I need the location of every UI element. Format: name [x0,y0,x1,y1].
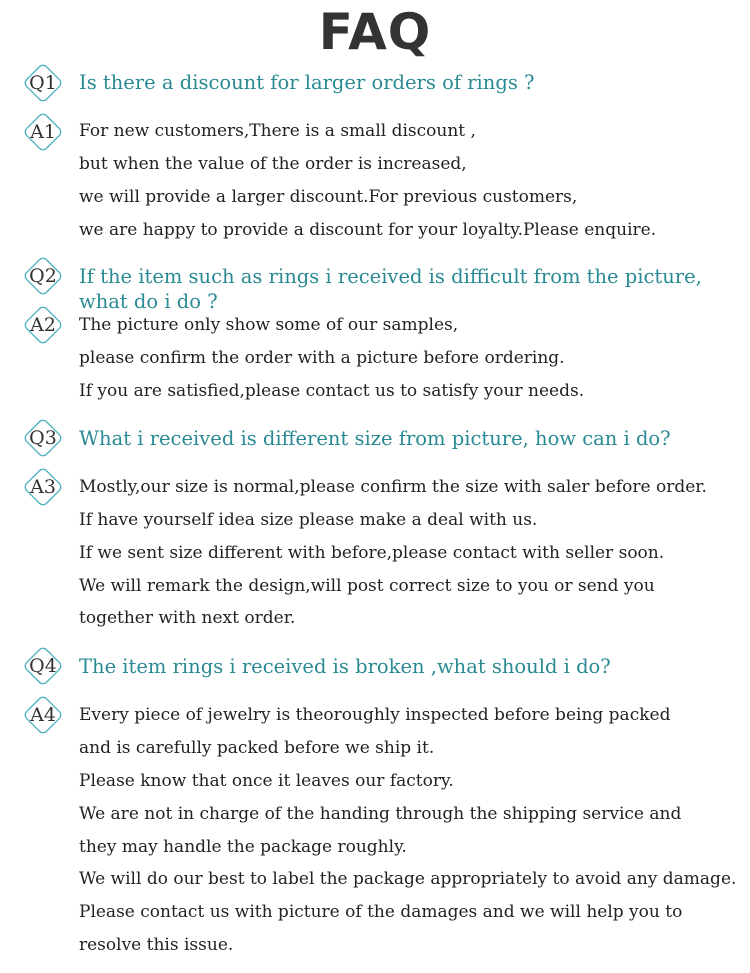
answer-line: If you are satisfied,please contact us to satisfy your needs. [79,381,585,401]
question-label: Q3 [29,427,57,449]
answer-badge [21,693,65,737]
answer-label: A4 [30,704,56,726]
question-text: what do i do ? [79,290,218,313]
answer-line: For new customers,There is a small discount , [79,121,476,141]
answer-label: A3 [30,476,56,498]
question-badge [21,254,65,298]
answer-line: The picture only show some of our samples, [79,315,459,335]
answer-badge [21,110,65,154]
page-title: FAQ [318,3,432,61]
question-text: If the item such as rings i received is difficult from the picture, [79,265,702,288]
answer-line: We will do our best to label the package appropriately to avoid any damage. [79,869,737,889]
answer-label: A2 [30,314,56,336]
answer-line: but when the value of the order is increased, [79,154,467,174]
answer-badge [21,465,65,509]
answer-line: please confirm the order with a picture before ordering. [79,348,565,368]
question-text: The item rings i received is broken ,what should i do? [79,655,611,678]
answer-line: Please know that once it leaves our factory. [79,771,454,791]
question-badge [21,416,65,460]
answer-line: Mostly,our size is normal,please confirm the size with saler before order. [79,477,707,497]
answer-badge [21,303,65,347]
question-text: Is there a discount for larger orders of rings ? [79,71,535,94]
answer-line: we will provide a larger discount.For previous customers, [79,187,578,207]
answer-line: We will remark the design,will post correct size to you or send you [79,576,655,596]
answer-line: they may handle the package roughly. [79,837,407,857]
answer-label: A1 [30,121,56,143]
answer-line: and is carefully packed before we ship it. [79,738,435,758]
answer-line: If we sent size different with before,please contact with seller soon. [79,543,665,563]
answer-line: Please contact us with picture of the damages and we will help you to [79,902,683,922]
question-label: Q2 [29,265,57,287]
answer-line: Every piece of jewelry is theoroughly inspected before being packed [79,705,671,725]
answer-line: together with next order. [79,608,296,628]
answer-line: We are not in charge of the handing through the shipping service and [79,804,682,824]
question-badge [21,644,65,688]
answer-line: we are happy to provide a discount for your loyalty.Please enquire. [79,220,657,240]
answer-line: If have yourself idea size please make a deal with us. [79,510,538,530]
answer-line: resolve this issue. [79,935,234,955]
question-label: Q4 [29,655,57,677]
question-label: Q1 [29,72,57,94]
question-text: What i received is different size from picture, how can i do? [79,427,671,450]
question-badge [21,61,65,105]
